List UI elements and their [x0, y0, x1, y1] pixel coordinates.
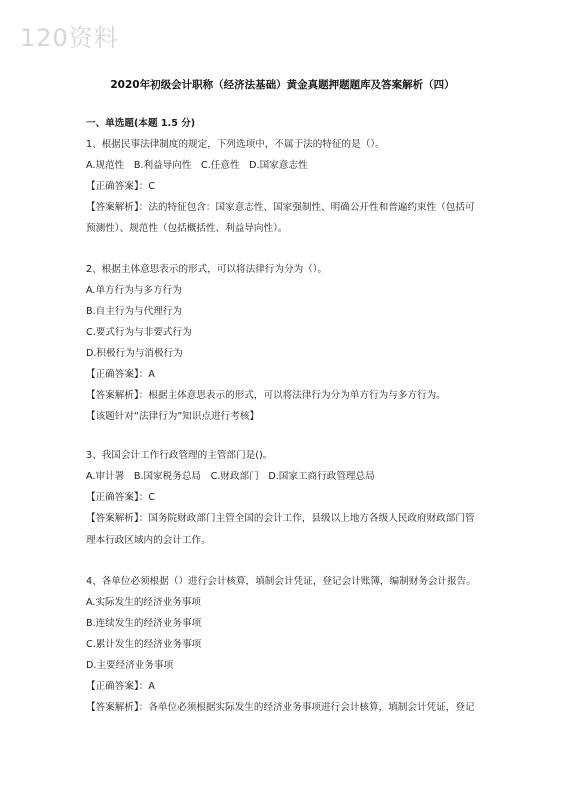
q2-option-c: C.要式行为与非要式行为	[86, 327, 192, 338]
q2-stem: 2、根据主体意思表示的形式，可以将法律行为分为（）。	[86, 264, 328, 275]
q2-analysis-line-1: 【答案解析】：根据主体意思表示的形式，可以将法律行为分为单方行为与多方行为。	[86, 390, 446, 401]
q3-answer: 【正确答案】：C	[86, 492, 156, 503]
q4-stem: 4、各单位必须根据（）进行会计核算，填制会计凭证，登记会计账簿，编制财务会计报告。	[86, 576, 476, 587]
watermark-logo: 120资料	[20, 24, 119, 52]
q4-option-d: D.主要经济业务事项	[86, 660, 174, 671]
q2-note: 【该题针对“法律行为”知识点进行考核】	[86, 411, 260, 422]
q3-options: A.审计署 B.国家税务总局 C.财政部门 D.国家工商行政管理总局	[86, 471, 375, 482]
q2-answer: 【正确答案】：A	[86, 369, 155, 380]
q2-option-a: A.单方行为与多方行为	[86, 285, 182, 296]
q1-analysis-line-1: 【答案解析】：法的特征包含：国家意志性、国家强制性、明确公开性和普遍约束性（包括可	[86, 202, 475, 213]
q4-option-c: C.累计发生的经济业务事项	[86, 639, 202, 650]
q4-option-b: B.连续发生的经济业务事项	[86, 618, 202, 629]
q2-option-d: D.积极行为与消极行为	[86, 348, 183, 359]
q2-option-b: B.自主行为与代理行为	[86, 306, 182, 317]
q4-answer: 【正确答案】：A	[86, 681, 155, 692]
q1-analysis-line-2: 预测性）、规范性（包括概括性、利益导向性）。	[86, 223, 288, 234]
q4-analysis-line-1: 【答案解析】：各单位必须根据实际发生的经济业务事项进行会计核算，填制会计凭证，登记	[86, 702, 475, 713]
section-heading: 一、单选题(本题 1.5 分)	[86, 118, 196, 129]
q3-analysis-line-1: 【答案解析】：国务院财政部门主管全国的会计工作，县级以上地方各级人民政府财政部门管	[86, 513, 475, 524]
q1-answer: 【正确答案】：C	[86, 181, 156, 192]
q4-option-a: A.实际发生的经济业务事项	[86, 597, 201, 608]
q1-stem: 1、根据民事法律制度的规定，下列选项中，不属于法的特征的是（）。	[86, 139, 385, 150]
q1-options: A.规范性 B.利益导向性 C.任意性 D.国家意志性	[86, 160, 308, 171]
q3-stem: 3、我国会计工作行政管理的主管部门是()。	[86, 450, 273, 461]
document-title: 2020年初级会计职称（经济法基础）黄金真题押题题库及答案解析（四）	[110, 79, 455, 91]
q3-analysis-line-2: 理本行政区域内的会计工作。	[86, 535, 211, 546]
